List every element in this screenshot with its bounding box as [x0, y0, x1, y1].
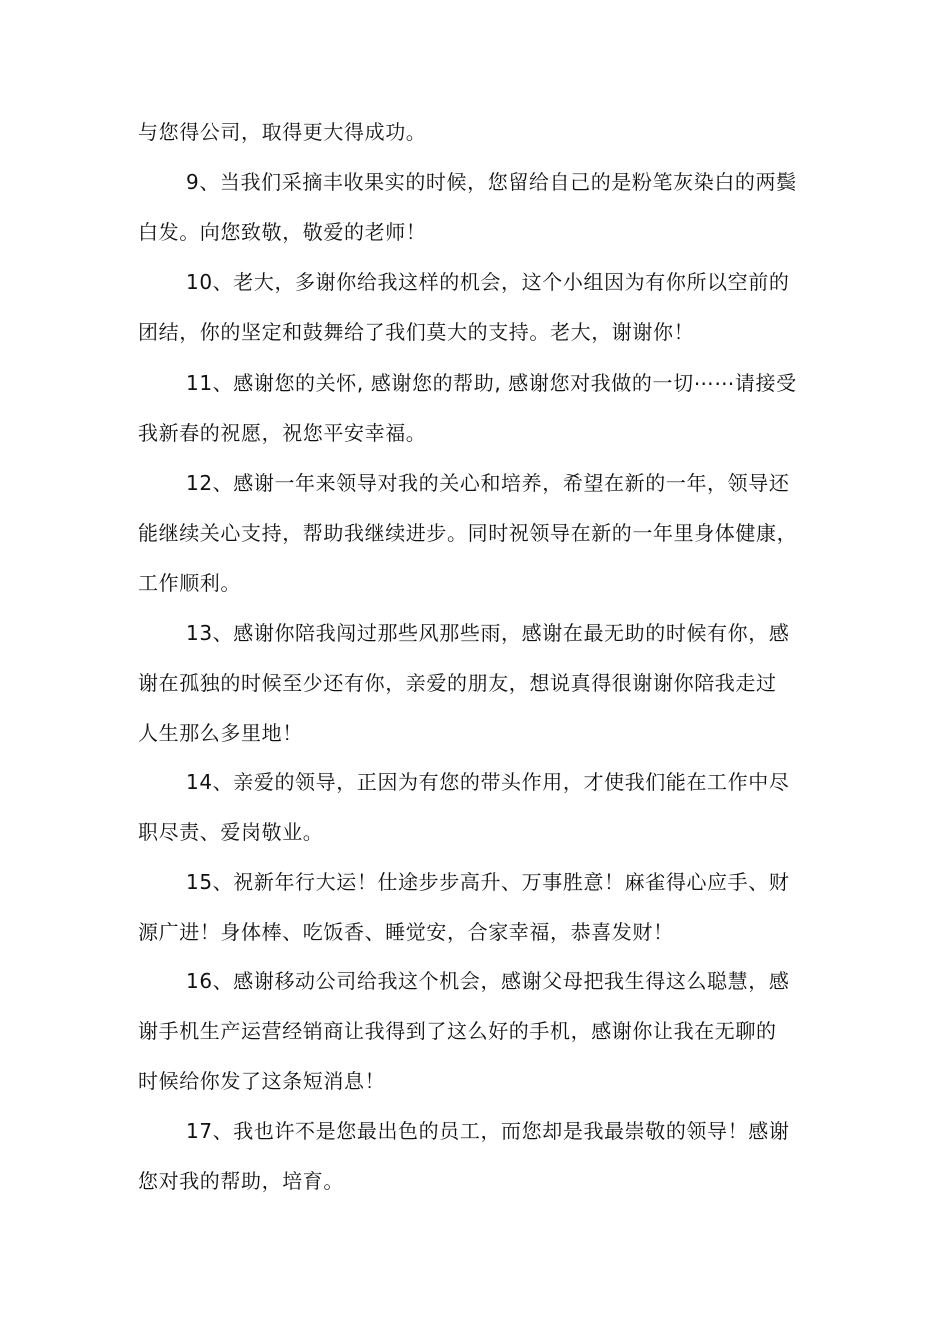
text-line: 16、感谢移动公司给我这个机会，感谢父母把我生得这么聪慧，感 — [186, 969, 790, 993]
text-line: 谢在孤独的时候至少还有你，亲爱的朋友，想说真得很谢谢你陪我走过 — [138, 671, 777, 695]
text-line: 能继续关心支持，帮助我继续进步。同时祝领导在新的一年里身体健康， — [138, 521, 798, 545]
text-line: 13、感谢你陪我闯过那些风那些雨，感谢在最无助的时候有你，感 — [186, 621, 790, 645]
text-line: 我新春的祝愿，祝您平安幸福。 — [138, 421, 427, 445]
text-line: 团结，你的坚定和鼓舞给了我们莫大的支持。老大，谢谢你！ — [138, 320, 695, 344]
text-line: 您对我的帮助，培育。 — [138, 1169, 344, 1193]
text-line: 源广进！身体棒、吃饭香、睡觉安，合家幸福，恭喜发财！ — [138, 920, 674, 944]
text-line: 职尽责、爱岗敬业。 — [138, 820, 324, 844]
text-line: 15、祝新年行大运！仕途步步高升、万事胜意！麻雀得心应手、财 — [186, 870, 790, 894]
text-line: 工作顺利。 — [138, 571, 241, 595]
text-line: 白发。向您致敬，敬爱的老师！ — [138, 220, 427, 244]
text-line: 17、我也许不是您最出色的员工，而您却是我最崇敬的领导！感谢 — [186, 1119, 790, 1143]
text-line: 9、当我们采摘丰收果实的时候，您留给自己的是粉笔灰染白的两鬓 — [186, 170, 797, 194]
text-line: 10、老大，多谢你给我这样的机会，这个小组因为有你所以空前的 — [186, 270, 790, 294]
text-line: 时候给你发了这条短消息！ — [138, 1069, 386, 1093]
text-line: 谢手机生产运营经销商让我得到了这么好的手机，感谢你让我在无聊的 — [138, 1019, 777, 1043]
text-line: 12、感谢一年来领导对我的关心和培养，希望在新的一年，领导还 — [186, 471, 790, 495]
text-line: 11、感谢您的关怀, 感谢您的帮助, 感谢您对我做的一切⋯⋯请接受 — [186, 371, 797, 395]
text-line: 与您得公司，取得更大得成功。 — [138, 120, 427, 144]
text-line: 人生那么多里地！ — [138, 721, 303, 745]
text-line: 14、亲爱的领导，正因为有您的带头作用，才使我们能在工作中尽 — [186, 770, 790, 794]
